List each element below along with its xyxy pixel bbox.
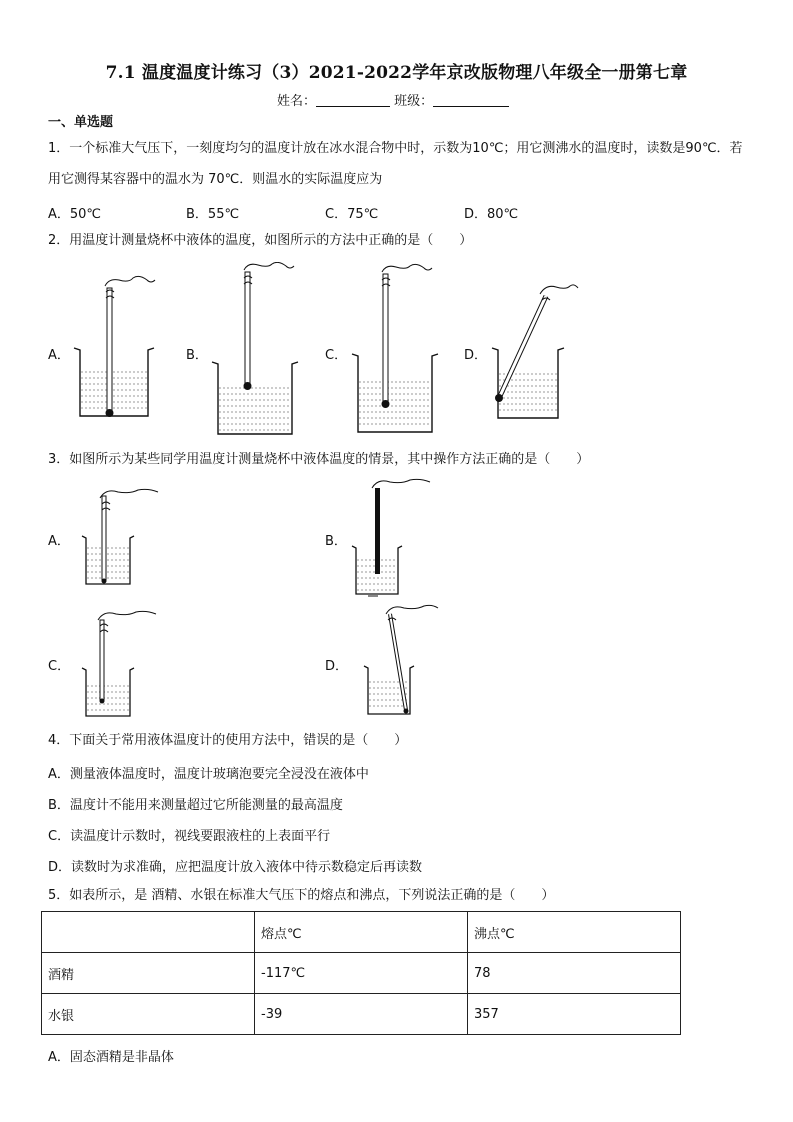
q5-text: 5．如表所示，是 酒精、水银在标准大气压下的熔点和沸点，下列说法正确的是（ ） (48, 888, 555, 903)
q2-label-d: D． (464, 348, 488, 363)
q3-text: 3．如图所示为某些同学用温度计测量烧杯中液体温度的情景，其中操作方法正确的是（ ） (48, 452, 590, 467)
student-info (277, 92, 509, 111)
q1-option-c: C．75℃ (325, 207, 379, 222)
q2-label-a: A． (48, 348, 70, 363)
q4-option-c: C．读温度计示数时，视线要跟液柱的上表面平行 (48, 829, 331, 844)
q4-text: 4．下面关于常用液体温度计的使用方法中，错误的是（ ） (48, 733, 408, 748)
q2-figure-a (70, 270, 160, 425)
table-cell: 78 (468, 953, 681, 994)
q3-figure-d (360, 600, 442, 720)
q3-label-a: A． (48, 534, 70, 549)
table-cell: 水银 (42, 994, 255, 1035)
q2-figure-d (488, 278, 583, 423)
table-header-cell (42, 912, 255, 953)
table-header-row (42, 912, 681, 953)
q5-option-a: A．固态酒精是非晶体 (48, 1050, 174, 1065)
q1-option-d: D．80℃ (464, 207, 519, 222)
q5-table (41, 911, 681, 1035)
q4-option-d: D．读数时为求准确，应把温度计放入液体中待示数稳定后再读数 (48, 860, 423, 875)
table-row (42, 953, 681, 994)
q3-label-d: D． (325, 659, 349, 674)
q4-option-b: B．温度计不能用来测量超过它所能测量的最高温度 (48, 798, 343, 813)
table-cell: 酒精 (42, 953, 255, 994)
q4-option-a: A．测量液体温度时，温度计玻璃泡要完全浸没在液体中 (48, 767, 369, 782)
q1-option-a: A．50℃ (48, 207, 102, 222)
table-cell: 357 (468, 994, 681, 1035)
q2-figure-c (348, 262, 443, 440)
q2-text: 2．用温度计测量烧杯中液体的温度，如图所示的方法中正确的是（ ） (48, 233, 473, 248)
class-label: 班级： (394, 94, 434, 109)
table-cell: -39 (255, 994, 468, 1035)
q3-figure-c (78, 608, 160, 720)
q3-label-b: B． (325, 534, 347, 549)
q1-line1: 1．一个标准大气压下，一刻度均匀的温度计放在冰水混合物中时，示数为10℃；用它测沸水的温度时，读数是90℃．若 (48, 141, 743, 156)
q2-label-b: B． (186, 348, 208, 363)
q2-figure-b (208, 262, 303, 440)
page-title: 7.1 温度温度计练习（3）2021-2022学年京改版物理八年级全一册第七章 (105, 63, 688, 83)
q3-label-c: C． (48, 659, 71, 674)
table-row (42, 994, 681, 1035)
q3-figure-a (78, 486, 160, 586)
q1-line2: 用它测得某容器中的温水为 70℃．则温水的实际温度应为 (48, 172, 383, 187)
section-heading: 一、单选题 (48, 115, 114, 130)
table-cell: -117℃ (255, 953, 468, 994)
q3-figure-b (348, 476, 436, 598)
q2-label-c: C． (325, 348, 348, 363)
name-label: 姓名： (277, 94, 317, 109)
q1-option-b: B．55℃ (186, 207, 240, 222)
class-blank[interactable] (433, 92, 509, 107)
table-header-cell: 熔点℃ (255, 912, 468, 953)
table-header-cell: 沸点℃ (468, 912, 681, 953)
name-blank[interactable] (316, 92, 390, 107)
